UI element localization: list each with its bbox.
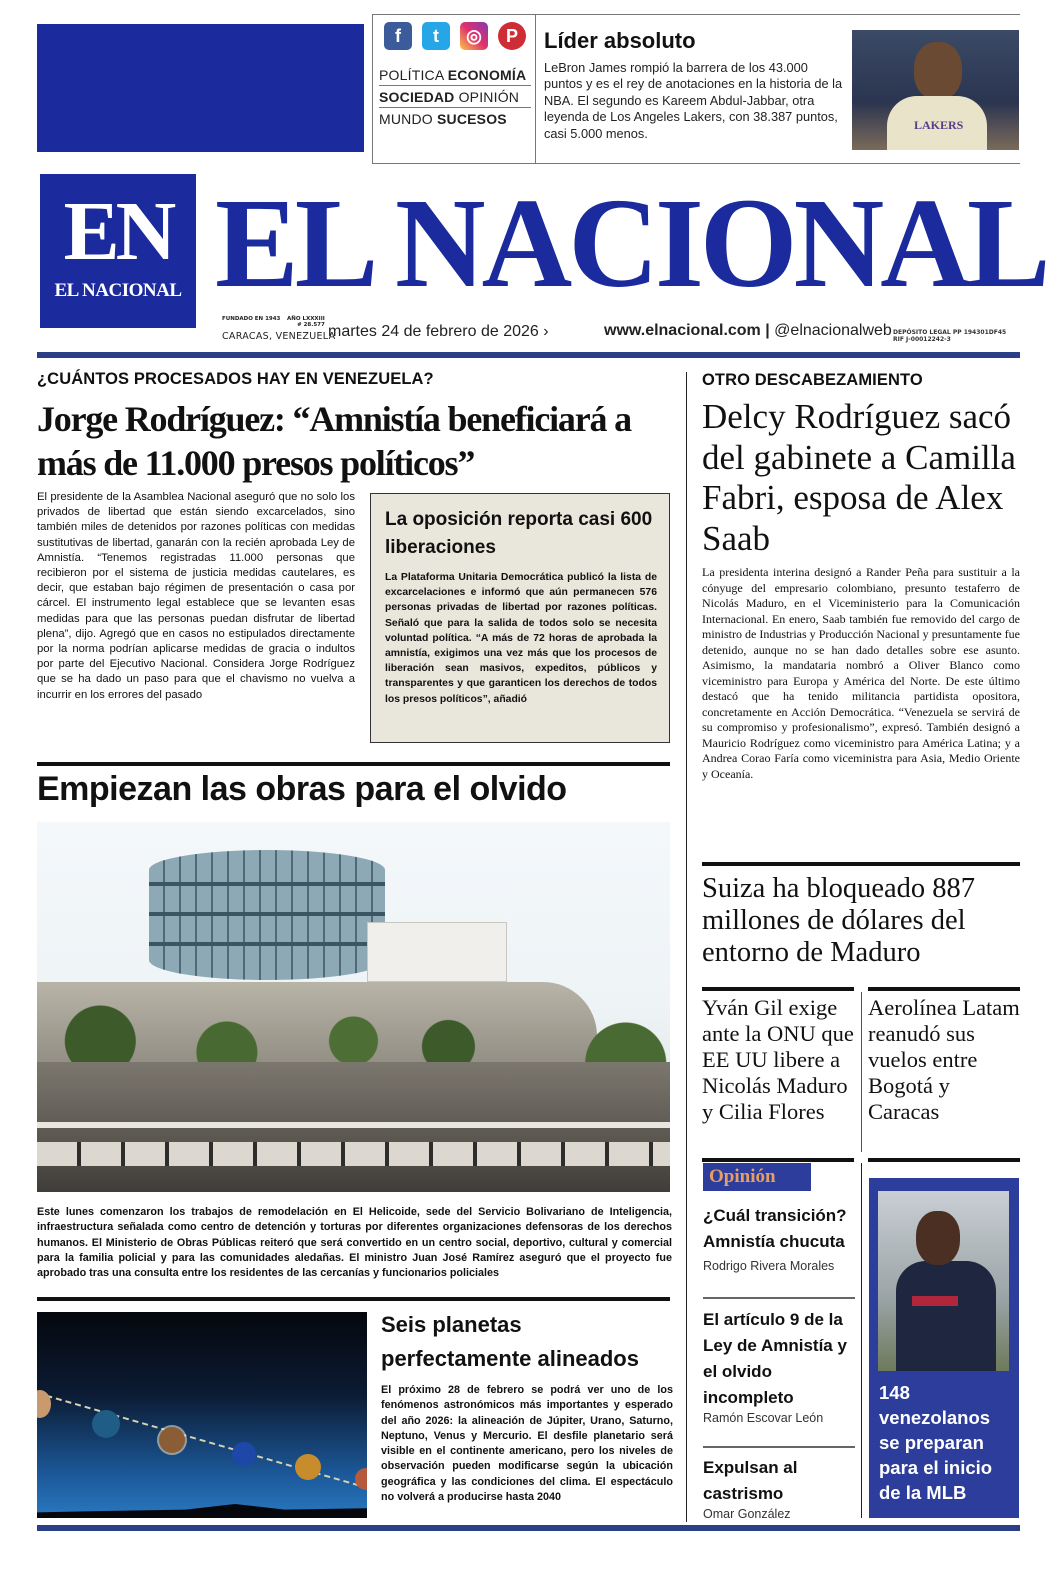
- opinion-author: Rodrigo Rivera Morales: [703, 1259, 835, 1273]
- latam-headline[interactable]: Aerolínea Latam reanudó sus vuelos entre Bogotá y Caracas: [868, 995, 1020, 1124]
- gil-headline[interactable]: Yván Gil exige ante la ONU que EE UU libere a Nicolás Maduro y Cilia Flores: [702, 995, 854, 1124]
- planet-neptune: [232, 1442, 256, 1466]
- opinion-item[interactable]: [703, 1307, 861, 1425]
- suiza-headline[interactable]: Suiza ha bloqueado 887 millones de dólares del entorno de Maduro: [702, 873, 976, 968]
- photo-figure-head: [916, 1211, 960, 1265]
- mlb-promo[interactable]: [869, 1178, 1019, 1518]
- right-headline[interactable]: Delcy Rodríguez sacó del gabinete a Camilla Fabri, esposa de Alex Saab: [702, 397, 1016, 558]
- planets-body: El próximo 28 de febrero se podrá ver uno de los fenómenos astronómicos más importantes y esperado del año 2026: la alineación de Júpiter, Urano, Saturno, Neptuno, Venus y Mercurio. El desfile planetario será visible en el continente americano, pero los niveles de observación pueden modificarse según la ubicación geográfica y las condiciones del clima. El espectáculo no volverá a producirse hasta 2040: [381, 1384, 673, 1504]
- column-divider: [535, 14, 536, 164]
- masthead-rule: [37, 352, 1020, 358]
- mlb-headline[interactable]: 148 venezolanos se preparan para el inicio de la MLB: [879, 1382, 993, 1503]
- planets-image[interactable]: [37, 1312, 367, 1518]
- website-info: [604, 322, 892, 340]
- column-divider: [861, 992, 862, 1152]
- nav-politica[interactable]: POLÍTICA: [379, 67, 444, 83]
- opinion-title[interactable]: ¿Cuál transición? Amnistía chucuta: [703, 1206, 847, 1251]
- opinion-author: Ramón Escovar León: [703, 1411, 824, 1425]
- instagram-icon[interactable]: ◎: [460, 22, 488, 50]
- planet-venus: [295, 1454, 321, 1480]
- opinion-item[interactable]: [703, 1455, 861, 1521]
- opinion-author: Omar González: [703, 1507, 791, 1521]
- sidebar-box: [370, 493, 670, 743]
- mountain-silhouette: [37, 1504, 367, 1518]
- helicoide-headline[interactable]: Empiezan las obras para el olvido: [37, 770, 567, 808]
- legal-info: [893, 329, 1006, 343]
- planets-headline[interactable]: Seis planetas perfectamente alineados: [381, 1312, 639, 1371]
- nav-sucesos[interactable]: SUCESOS: [436, 111, 507, 127]
- issue-number: # 28.577: [297, 322, 325, 328]
- helicoide-photo[interactable]: [37, 822, 670, 1192]
- helicoide-caption: Este lunes comenzaron los trabajos de remodelación en El Helicoide, sede del Servicio Bolivariano de Inteligencia, infraestructura señalada como centro de detención y torturas por diferentes organizaciones defensoras de los derechos humanos. El Ministerio de Obras Públicas reiteró que será convertido en un centro social, deportivo, cultural y comercial para la familia policial y para las comunidades aledañas. El ministro Juan José Ramírez aseguró que el proyecto fue aprobado tras una consulta entre los residentes de las cercanías y funcionarios policiales: [37, 1206, 672, 1280]
- photo-windows: [37, 1142, 670, 1166]
- facebook-icon[interactable]: f: [384, 22, 412, 50]
- masthead-logo[interactable]: [40, 174, 196, 328]
- opinion-item[interactable]: [703, 1203, 861, 1273]
- section-rule: [702, 987, 854, 991]
- year-label: AÑO LXXXIII: [287, 316, 325, 322]
- section-rule: [868, 1158, 1020, 1162]
- section-nav: [379, 64, 531, 129]
- pinterest-icon[interactable]: P: [498, 22, 526, 50]
- opinion-badge[interactable]: Opinión: [703, 1163, 811, 1191]
- lead-headline[interactable]: Jorge Rodríguez: “Amnistía beneficiará a más de 11.000 presos políticos”: [37, 399, 631, 483]
- sidebar-box-body: La Plataforma Unitaria Democrática publicó la lista de excarcelaciones e informó que aún permanecen 576 personas privadas de libertad por razones políticas. Señaló que para la salida de todos solo se necesita voluntad política. “A más de 72 horas de aprobada la amnistía, exigimos una vez más que los procesos de liberación sean masivos, expeditos, públicos y transparentes y que garanticen los derechos de todos los presos políticos”, añadió: [385, 572, 657, 705]
- planet-mercury: [355, 1468, 367, 1490]
- photo-figure-body: [896, 1261, 996, 1371]
- sidebar-box-title[interactable]: La oposición reporta casi 600 liberaciones: [385, 509, 653, 558]
- section-rule: [702, 862, 1020, 866]
- mlb-photo: [878, 1191, 1009, 1371]
- legal-deposit: DEPÓSITO LEGAL PP 194301DF45: [893, 329, 1007, 336]
- lead-kicker: ¿CUÁNTOS PROCESADOS HAY EN VENEZUELA?: [37, 370, 434, 388]
- opinion-divider: [703, 1297, 855, 1299]
- nav-opinion[interactable]: OPINIÓN: [458, 89, 520, 105]
- section-rule: [868, 987, 1020, 991]
- section-row: [379, 64, 531, 86]
- section-rule: [702, 1158, 854, 1162]
- photo-figure-logo: [912, 1296, 958, 1306]
- footer-rule: [37, 1525, 1020, 1531]
- photo-figure-head: [914, 42, 962, 100]
- section-row: [379, 86, 531, 108]
- top-bottom-rule: [372, 163, 1020, 164]
- opinion-divider: [703, 1446, 855, 1448]
- opinion-title[interactable]: Expulsan al castrismo: [703, 1458, 798, 1503]
- lead-body: El presidente de la Asamblea Nacional aseguró que no solo los privados de libertad que están siendo excarcelados, sino también miles de detenidos por razones políticas con medidas sustitutivas de libertad, ganarán con la recién aprobada Ley de Amnistía. “Tenemos registradas 11.000 personas que recibieron por el sistema de justicia medidas cautelares, es decir, que estaban bajo régimen de presentación o casa por cárcel. El instrumento legal establece que se levanten esas medidas para que las personas puedan disfrutar de libertad plena”, dijo. Agregó que en casos no estipulados directamente por la norma podrían aplicarse medidas de gracia o indultos por parte del Ejecutivo Nacional. Considera Jorge Rodríguez que se ha dado un paso para que el chavismo no vuelva a incurrir en los errores del pasado: [37, 491, 355, 701]
- planet-jupiter: [37, 1390, 51, 1418]
- right-body: La presidenta interina designó a Rander Peña para sustituir a la cónyuge del empresario colombiano, presunto testaferro de Nicolás Maduro, en el Viceministerio para la Comunicación Internacional. En enero, Saab también fue removido del cargo de ministro de Industrias y Producción Nacional y presuntamente fue detenido, aunque no se han dado detalles sobre ese asunto. Asimismo, la mandataria nombró a Oliver Blanco como viceministro para Europa y América del Norte. De este último destacó que ha tenido militancia partidista opositora, concretamente en Acción Democrática. “Venezuela se servirá de su compromiso y profesionalismo”, expresó. También designó a Mauricio Rodríguez como viceministro para América Latina; y a Andrea Corao Faría como viceministra para Asia, Medio Oriente y Oceanía.: [702, 565, 1020, 781]
- teaser-title[interactable]: Líder absoluto: [544, 28, 696, 53]
- photo-tower-bands: [149, 882, 385, 886]
- ad-placeholder-block: [37, 24, 364, 152]
- section-rule: [37, 762, 670, 766]
- edition-date[interactable]: martes 24 de febrero de 2026 ›: [328, 323, 549, 340]
- website-link[interactable]: www.elnacional.com: [604, 322, 761, 339]
- jersey-label: LAKERS: [914, 118, 964, 132]
- photo-tower: [149, 850, 385, 980]
- nav-economia[interactable]: ECONOMÍA: [447, 67, 527, 83]
- teaser-text: LeBron James rompió la barrera de los 43.000 puntos y es el rey de anotaciones en la historia de la NBA. El segundo es Kareem Abdul-Jabbar, otra leyenda de Los Angeles Lakers, con 38.387 puntos, casi 5.000 menos.: [544, 60, 843, 141]
- teaser-photo[interactable]: [852, 30, 1019, 150]
- masthead-title[interactable]: EL NACIONAL: [215, 172, 1047, 314]
- opinion-title[interactable]: El artículo 9 de la Ley de Amnistía y el olvido incompleto: [703, 1310, 847, 1407]
- right-kicker: OTRO DESCABEZAMIENTO: [702, 371, 923, 389]
- edition-info: [287, 316, 325, 328]
- planet-uranus: [92, 1410, 120, 1438]
- column-divider: [372, 14, 373, 164]
- twitter-icon[interactable]: t: [422, 22, 450, 50]
- nav-mundo[interactable]: MUNDO: [379, 111, 433, 127]
- nav-sociedad[interactable]: SOCIEDAD: [379, 89, 455, 105]
- top-rule: [372, 14, 1020, 15]
- section-row: [379, 108, 531, 129]
- column-divider: [861, 1163, 862, 1518]
- photo-stripe: [37, 1122, 670, 1128]
- social-links: [384, 22, 526, 50]
- social-handle[interactable]: @elnacionalweb: [774, 322, 892, 339]
- column-divider: [686, 372, 687, 1522]
- photo-house: [367, 922, 507, 982]
- city-label: CARACAS, VENEZUELA: [222, 331, 336, 342]
- rif-number: RIF J-00012242-3: [893, 336, 951, 343]
- section-rule: [37, 1297, 670, 1301]
- planet-saturn: [159, 1427, 185, 1453]
- logo-initials: EN: [63, 185, 173, 278]
- separator: |: [765, 322, 770, 339]
- logo-subtitle: EL NACIONAL: [54, 280, 182, 301]
- founded-label: FUNDADO EN 1943: [222, 316, 281, 322]
